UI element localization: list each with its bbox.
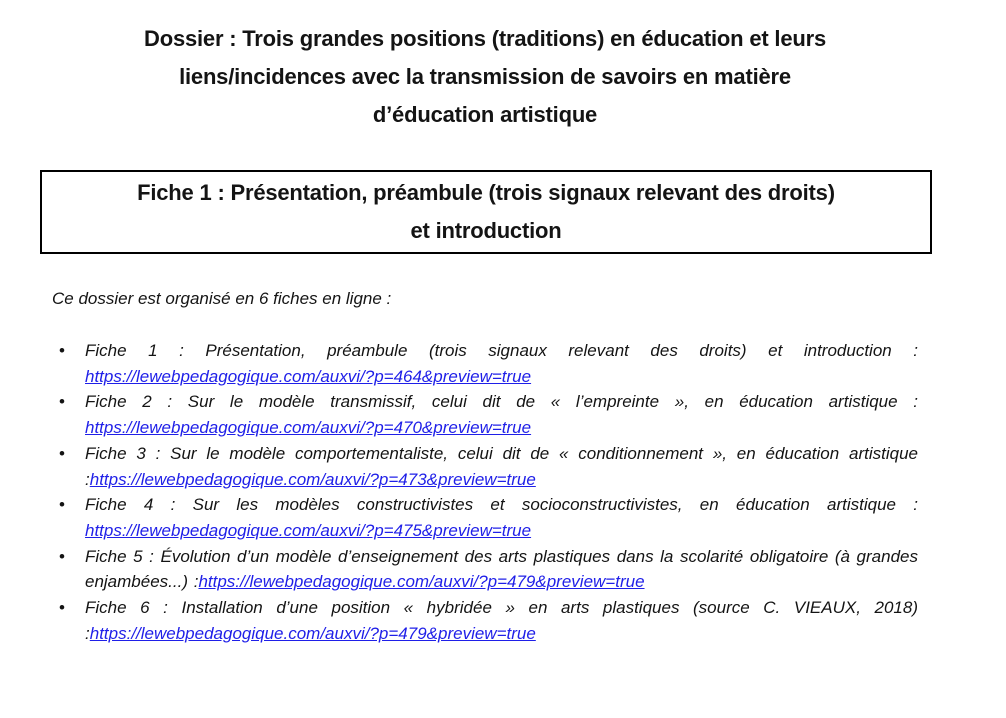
fiche-item-text: Fiche 5 : Évolution d’un modèle d’enseignement des arts plastiques dans la scolarité obligatoire (à grandes enjambées...) : (85, 546, 918, 592)
fiche-item-link[interactable]: https://lewebpedagogique.com/auxvi/?p=473&preview=true (89, 469, 536, 489)
fiche-list-item-2 (85, 389, 918, 440)
fiche-item-link[interactable]: https://lewebpedagogique.com/auxvi/?p=464&preview=true (85, 366, 532, 386)
fiche-item-text: Fiche 4 : Sur les modèles constructivistes et socioconstructivistes, en éducation artistique : (85, 495, 918, 515)
title-line-2: liens/incidences avec la transmission de savoirs en matière (179, 64, 791, 89)
fiche-item-link[interactable]: https://lewebpedagogique.com/auxvi/?p=470&preview=true (85, 418, 532, 438)
fiche1-heading-box (40, 170, 932, 254)
fiche-item-text: Fiche 6 : Installation d’une position « hybridée » en arts plastiques (source C. VIEAUX, 2018) : (85, 598, 918, 643)
fiche-list-item-4 (85, 492, 918, 543)
fiche-item-text: Fiche 3 : Sur le modèle comportementaliste, celui dit de « conditionnement », en éducation artistique : (85, 443, 918, 489)
title-line-3: d’éducation artistique (372, 102, 598, 127)
document-title (52, 20, 918, 134)
fiche-list-item-5 (85, 544, 918, 595)
fiche-item-link[interactable]: https://lewebpedagogique.com/auxvi/?p=479&preview=true (89, 623, 536, 643)
fiche-item-link[interactable]: https://lewebpedagogique.com/auxvi/?p=475&preview=true (85, 520, 532, 540)
fiche-item-text: Fiche 1 : Présentation, préambule (trois signaux relevant des droits) et introduction : (85, 341, 918, 360)
fiche-list-item-1 (85, 338, 918, 389)
fiche1-heading-line-1: Fiche 1 : Présentation, préambule (trois signaux relevant des droits) (137, 180, 835, 205)
fiche-list (52, 338, 918, 646)
intro-line: Ce dossier est organisé en 6 fiches en ligne : (52, 289, 392, 308)
title-line-1: Dossier : Trois grandes positions (traditions) en éducation et leurs (144, 26, 826, 51)
fiche-list-item-6 (85, 595, 918, 646)
fiche-item-text: Fiche 2 : Sur le modèle transmissif, celui dit de « l’empreinte », en éducation artistique : (85, 392, 918, 412)
fiche-item-link[interactable]: https://lewebpedagogique.com/auxvi/?p=479&preview=true (198, 572, 645, 592)
fiche1-heading-line-2: et introduction (410, 218, 562, 243)
fiche-list-item-3 (85, 441, 918, 492)
